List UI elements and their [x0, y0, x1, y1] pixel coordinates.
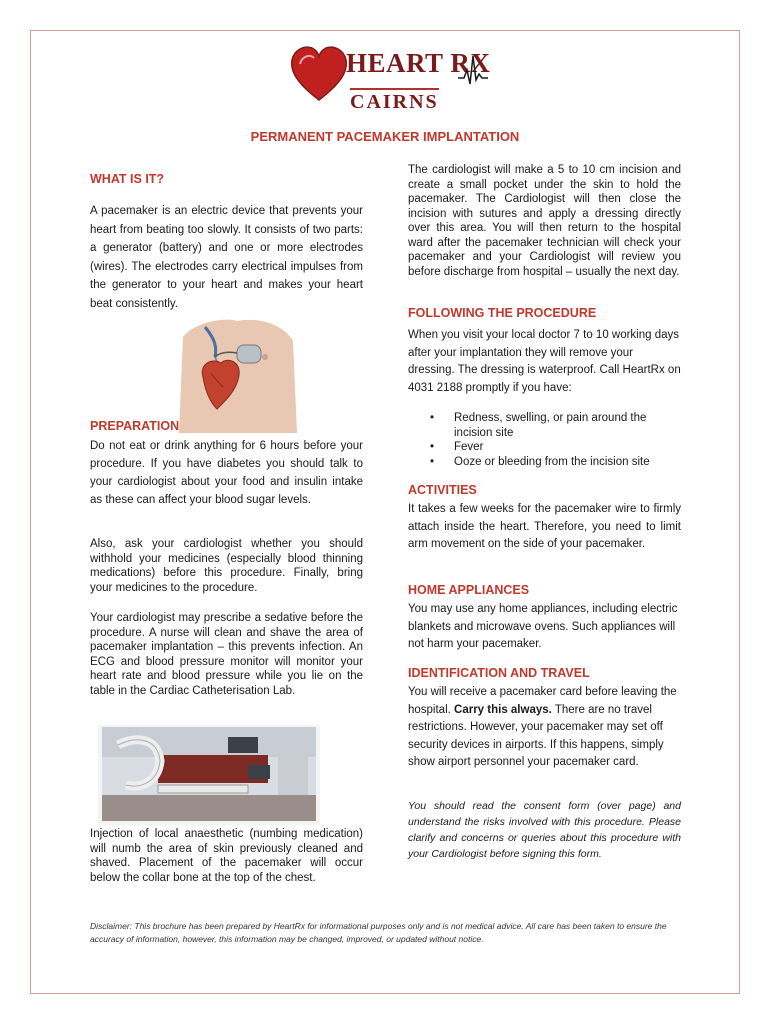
following-procedure-heading: FOLLOWING THE PROCEDURE [408, 306, 597, 320]
what-is-it-heading: WHAT IS IT? [90, 172, 165, 186]
preparation-text-2: Also, ask your cardiologist whether you should withhold your medicines (especially blood thinning medications) before this procedure. Finally, bring your medicines to the procedure. [90, 538, 363, 594]
symptom-list [408, 411, 681, 469]
disclaimer-text: Disclaimer: This brochure has been prepared by HeartRx for informational purposes only and is not medical advice. All care has been taken to ensure the accuracy of information, however, this information may be changed, improved, or updated without notice. [90, 921, 667, 944]
list-item: • Fever [430, 441, 484, 453]
logo-brand-text: HEART RX [346, 48, 491, 78]
procedure-text: The cardiologist will make a 5 to 10 cm incision and create a small pocket under the skin to hold the pacemaker. The Cardiologist will then close the incision with sutures and apply a dressing directly over this area. You will then return to the hospital ward after the pacemaker technician will check your pacemaker and your Cardiologist will review you before discharge from hospital – usually the next day. [408, 164, 681, 278]
identification-travel-text: You will receive a pacemaker card before leaving the hospital. Carry this always. There are no travel restrictions. However, your pacemaker may set off security devices in airports. If this happens, simply show airport personnel your pacemaker card. [408, 686, 677, 768]
activities-heading: ACTIVITIES [408, 483, 477, 497]
ecg-line-icon [458, 50, 488, 90]
pacemaker-heart-illustration [175, 317, 298, 433]
preparation-text-3: Your cardiologist may prescribe a sedative before the procedure. A nurse will clean and shave the area of pacemaker implantation – this prevents infection. An ECG and blood pressure monitor will monitor your heart rate and blood pressure while you lie on the table in the Cardiac Catheterisation Lab. [90, 612, 363, 697]
preparation-text-1: Do not eat or drink anything for 6 hours before your procedure. If you have diabetes you should talk to your cardiologist about your food and insulin intake as these can affect your blood sugar levels. [90, 440, 363, 506]
bullet-icon: • [430, 412, 435, 424]
preparation-text-4: Injection of local anaesthetic (numbing medication) will numb the area of skin previously cleaned and shaved. Placement of the pacemaker will occur below the collar bone at the top of the chest. [90, 828, 363, 884]
preparation-heading: PREPARATION [90, 419, 180, 433]
carry-card-emphasis: Carry this always. [454, 703, 552, 716]
consent-note: You should read the consent form (over page) and understand the risks involved with this procedure. Please clarify and concerns or queries about this procedure with your Cardiologist before signing this form. [408, 800, 681, 860]
heart-icon [288, 42, 350, 104]
following-procedure-text: When you visit your local doctor 7 to 10 working days after your implantation they will remove your dressing. The dressing is waterproof. Call HeartRx on 4031 2188 promptly if you have: [408, 329, 681, 394]
catheterisation-lab-photo [98, 725, 320, 825]
home-appliances-heading: HOME APPLIANCES [408, 583, 530, 597]
activities-text: It takes a few weeks for the pacemaker wire to firmly attach inside the heart. Therefore, you need to limit arm movement on the side of your pacemaker. [408, 503, 681, 550]
heartrx-logo [288, 40, 491, 116]
logo-sub-text: CAIRNS [350, 88, 439, 114]
home-appliances-text: You may use any home appliances, including electric blankets and microwave ovens. Such appliances will not harm your pacemaker. [408, 603, 678, 650]
list-item: • Ooze or bleeding from the incision site [430, 455, 650, 468]
what-is-it-text: A pacemaker is an electric device that prevents your heart from beating too slowly. It consists of two parts: a generator (battery) and one or more electrodes (wires). The electrodes carry electrical impulses from the generator to your heart and makes your heart beat consistently. [90, 205, 363, 310]
bullet-icon: • [430, 455, 435, 468]
bullet-icon: • [430, 441, 435, 453]
identification-travel-heading: IDENTIFICATION AND TRAVEL [408, 666, 590, 680]
document-title: PERMANENT PACEMAKER IMPLANTATION [250, 129, 520, 144]
list-item: • Redness, swelling, or pain around the incision site [430, 412, 647, 439]
